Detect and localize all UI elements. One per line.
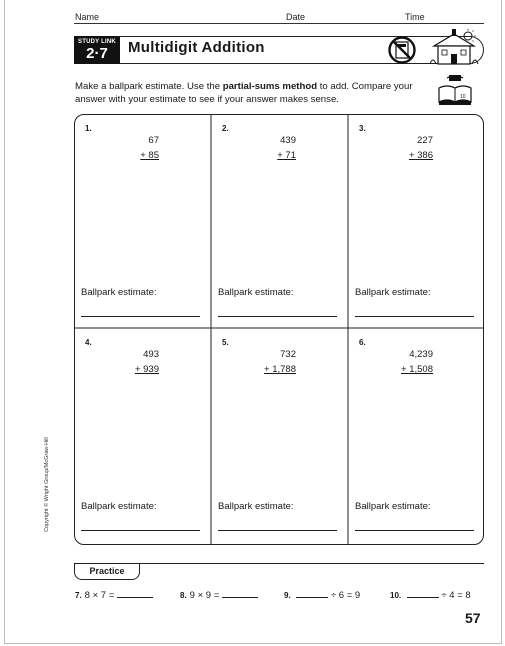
addend-bottom (277, 150, 296, 161)
problem-number: 3. (359, 124, 366, 133)
time-label: Time (405, 12, 425, 22)
ballpark-answer-line[interactable] (81, 316, 200, 317)
practice-number: 9. (284, 591, 291, 600)
addend-top: 227 (417, 135, 433, 146)
reference-book-icon (437, 74, 473, 108)
addend-bottom-value: + 71 (277, 150, 296, 161)
school-house-icon (428, 28, 480, 66)
ballpark-answer-line[interactable] (81, 530, 200, 531)
study-link-badge (74, 36, 120, 64)
instructions-text-2: to add. Compare your answer with your estimate to see if your answer makes sense. (75, 81, 413, 105)
addend-top: 732 (280, 349, 296, 360)
practice-item (75, 588, 153, 601)
practice-expression: ÷ 6 = 9 (330, 590, 361, 601)
addend-bottom-value: + 939 (134, 364, 159, 375)
addend-bottom (140, 150, 159, 161)
ballpark-answer-line[interactable] (218, 530, 337, 531)
practice-expression: 8 × 7 = (84, 590, 115, 601)
addend-bottom (264, 364, 296, 375)
instructions (75, 80, 435, 106)
ballpark-answer-line[interactable] (355, 530, 474, 531)
ballpark-label: Ballpark estimate: (355, 501, 431, 512)
practice-answer-blank[interactable] (222, 588, 258, 598)
practice-expression: 9 × 9 = (189, 590, 220, 601)
instructions-text-1: Make a ballpark estimate. Use the (75, 81, 223, 92)
problem-cell (349, 115, 484, 328)
addend-bottom (401, 364, 433, 375)
addend-bottom (135, 364, 159, 375)
header-rule (74, 23, 484, 24)
addend-bottom (409, 150, 433, 161)
problem-number: 5. (222, 338, 229, 347)
study-link-label: STUDY LINK (78, 39, 116, 45)
addend-top: 67 (148, 135, 159, 146)
problem-number: 4. (85, 338, 92, 347)
ballpark-label: Ballpark estimate: (218, 501, 294, 512)
no-calculator-icon (387, 35, 417, 65)
practice-item (284, 588, 360, 601)
practice-answer-blank[interactable] (296, 588, 328, 598)
addend-top: 439 (280, 135, 296, 146)
practice-label: Practice (74, 564, 140, 580)
addend-bottom-value: + 386 (408, 150, 433, 161)
copyright-notice: Copyright © Wright Group/McGraw-Hill (44, 437, 50, 532)
practice-number: 10. (390, 591, 402, 600)
ballpark-label: Ballpark estimate: (81, 287, 157, 298)
ballpark-answer-line[interactable] (355, 316, 474, 317)
problem-number: 2. (222, 124, 229, 133)
addend-bottom-value: + 1,788 (264, 364, 296, 375)
name-label: Name (75, 12, 100, 22)
date-label: Date (286, 12, 306, 22)
problem-cell (75, 115, 211, 328)
page-number: 57 (465, 610, 481, 626)
instructions-method: partial-sums method (222, 81, 318, 92)
reference-book-code: 10 (460, 94, 466, 100)
ballpark-label: Ballpark estimate: (81, 501, 157, 512)
ballpark-answer-line[interactable] (218, 316, 337, 317)
practice-expression: ÷ 4 = 8 (441, 590, 471, 601)
practice-number: 8. (180, 591, 187, 600)
addend-top: 4,239 (409, 349, 433, 360)
problem-number: 1. (85, 124, 92, 133)
practice-answer-blank[interactable] (407, 588, 439, 598)
addend-top: 493 (143, 349, 159, 360)
practice-item (390, 588, 471, 601)
problem-number: 6. (359, 338, 366, 347)
ballpark-label: Ballpark estimate: (355, 287, 431, 298)
page-title: Multidigit Addition (128, 39, 265, 56)
problem-cell (75, 329, 211, 545)
addend-bottom-value: + 85 (140, 150, 159, 161)
problem-cell (212, 329, 348, 545)
problem-cell (349, 329, 484, 545)
addend-bottom-value: + 1,508 (401, 364, 433, 375)
practice-number: 7. (75, 591, 82, 600)
practice-item (180, 588, 258, 601)
practice-answer-blank[interactable] (117, 588, 153, 598)
ballpark-label: Ballpark estimate: (218, 287, 294, 298)
problem-cell (212, 115, 348, 328)
study-link-number: 2·7 (86, 45, 108, 62)
problem-grid (74, 114, 484, 545)
